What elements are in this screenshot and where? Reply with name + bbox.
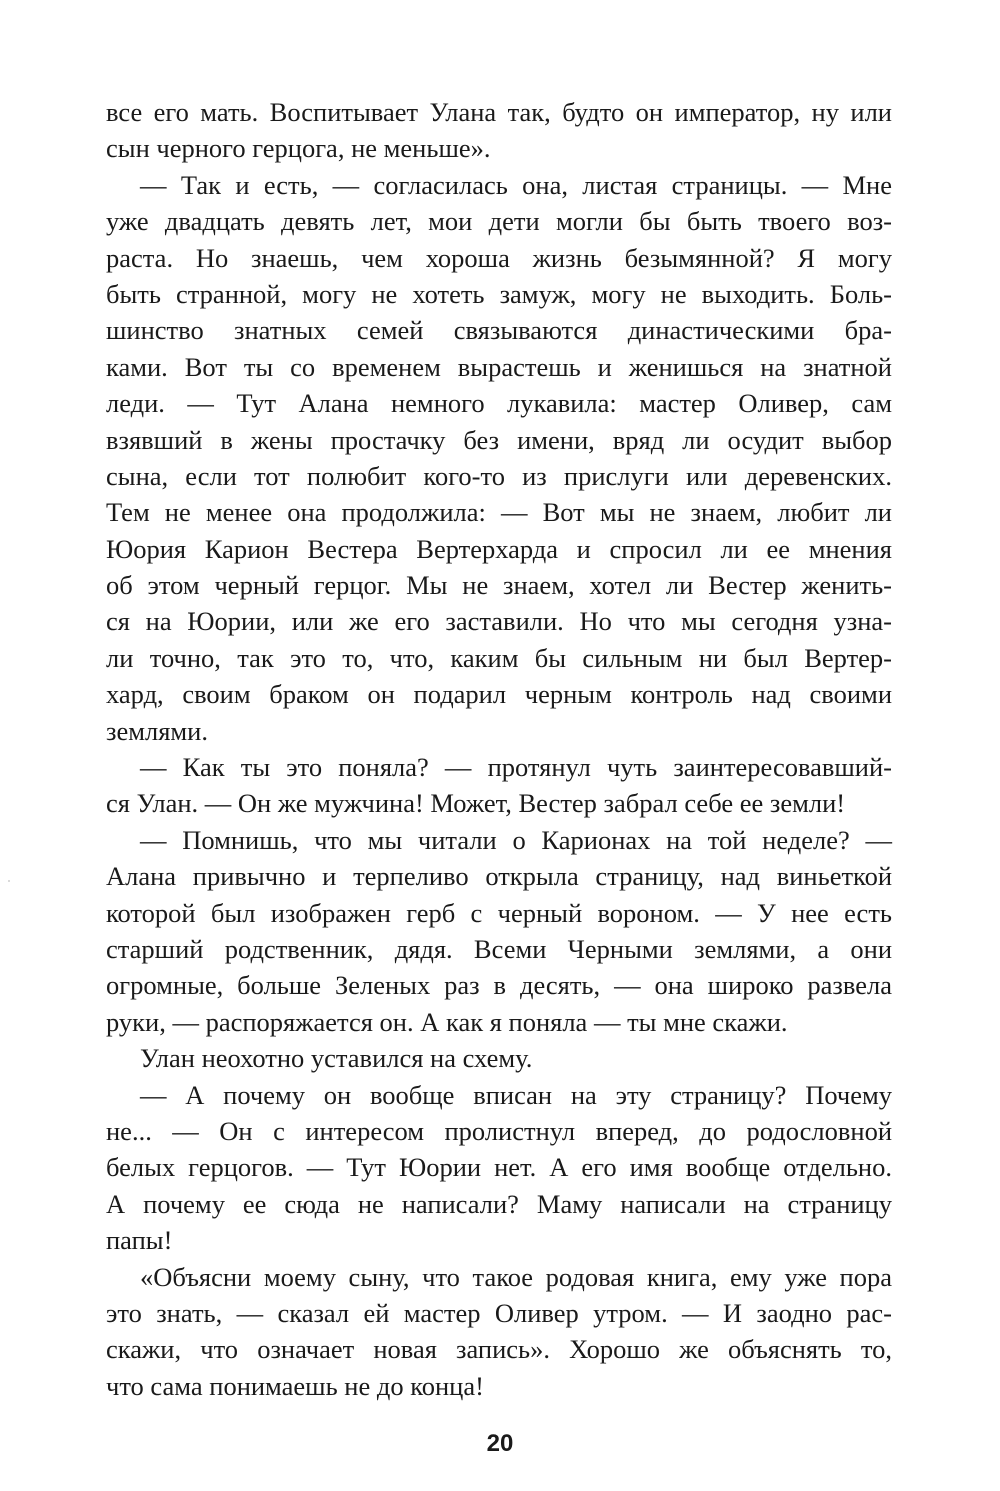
text-line: ли точно, так это то, что, каким бы сильным ни был Вертер- (106, 642, 892, 673)
text-line: Тем не менее она продолжила: — Вот мы не знаем, любит ли (106, 497, 892, 528)
scan-speck (8, 880, 10, 882)
text-line: это знать, — сказал ей мастер Оливер утром. — И заодно рас- (106, 1297, 892, 1328)
text-line: все его мать. Воспитывает Улана так, будто он император, ну или (106, 97, 892, 127)
text-line: об этом черный герцог. Мы не знаем, хотел ли Вестер женить- (106, 570, 892, 601)
text-line: которой был изображен герб с черный вороном. — У нее есть (106, 897, 892, 928)
text-line: землями. (106, 715, 208, 746)
text-line: Улан неохотно уставился на схему. (140, 1043, 533, 1074)
text-line: ками. Вот ты со временем вырастешь и женишься на знатной (106, 351, 892, 382)
text-line: — Помнишь, что мы читали о Карионах на той неделе? — (140, 824, 892, 855)
text-line: А почему ее сюда не написали? Маму написали на страницу (106, 1188, 892, 1219)
text-line: Алана привычно и терпеливо открыла страницу, над виньеткой (106, 861, 892, 892)
text-line: Юория Карион Вестера Вертерхарда и спросил ли ее мнения (106, 533, 892, 564)
page-number: 20 (486, 1430, 514, 1457)
text-line: шинство знатных семей связываются династическими бра- (106, 315, 892, 346)
text-line: уже двадцать девять лет, мои дети могли бы быть твоего воз- (106, 206, 892, 237)
text-line: — Как ты это поняла? — протянул чуть заинтересовавший- (140, 752, 892, 783)
text-line: скажи, что означает новая запись». Хорошо же объяснять то, (106, 1334, 892, 1365)
text-line: сына, если тот полюбит кого-то из прислуги или деревенских. (106, 460, 892, 491)
text-line: белых герцогов. — Тут Юории нет. А его имя вообще отдельно. (106, 1152, 892, 1183)
text-line: раста. Но знаешь, чем хороша жизнь безымянной? Я могу (106, 242, 892, 273)
text-line: старший родственник, дядя. Всеми Черными землями, а они (106, 933, 892, 964)
text-line: «Объясни моему сыну, что такое родовая книга, ему уже пора (140, 1261, 892, 1292)
text-line: руки, — распоряжается он. А как я поняла — ты мне скажи. (106, 1006, 788, 1037)
text-line: — Так и есть, — согласилась она, листая страницы. — Мне (140, 169, 892, 200)
text-line: леди. — Тут Алана немного лукавила: мастер Оливер, сам (106, 388, 892, 419)
text-line: не... — Он с интересом пролистнул вперед, до родословной (106, 1115, 892, 1146)
text-line: сын черного герцога, не меньше». (106, 133, 491, 164)
text-line: — А почему он вообще вписан на эту страницу? Почему (140, 1079, 892, 1110)
text-line: что сама понимаешь не до конца! (106, 1370, 484, 1401)
body-text (106, 94, 892, 1404)
text-line: огромные, больше Зеленых раз в десять, — она широко развела (106, 970, 892, 1001)
text-line: ся Улан. — Он же мужчина! Может, Вестер забрал себе ее земли! (106, 788, 846, 819)
text-line: хард, своим браком он подарил черным контроль над своими (106, 679, 892, 710)
text-line: взявший в жены простачку без имени, вряд ли осудит выбор (106, 424, 892, 455)
text-line: ся на Юории, или же его заставили. Но что мы сегодня узна- (106, 606, 892, 637)
text-line: папы! (106, 1225, 173, 1256)
text-line: быть странной, могу не хотеть замуж, могу не выходить. Боль- (106, 278, 892, 309)
